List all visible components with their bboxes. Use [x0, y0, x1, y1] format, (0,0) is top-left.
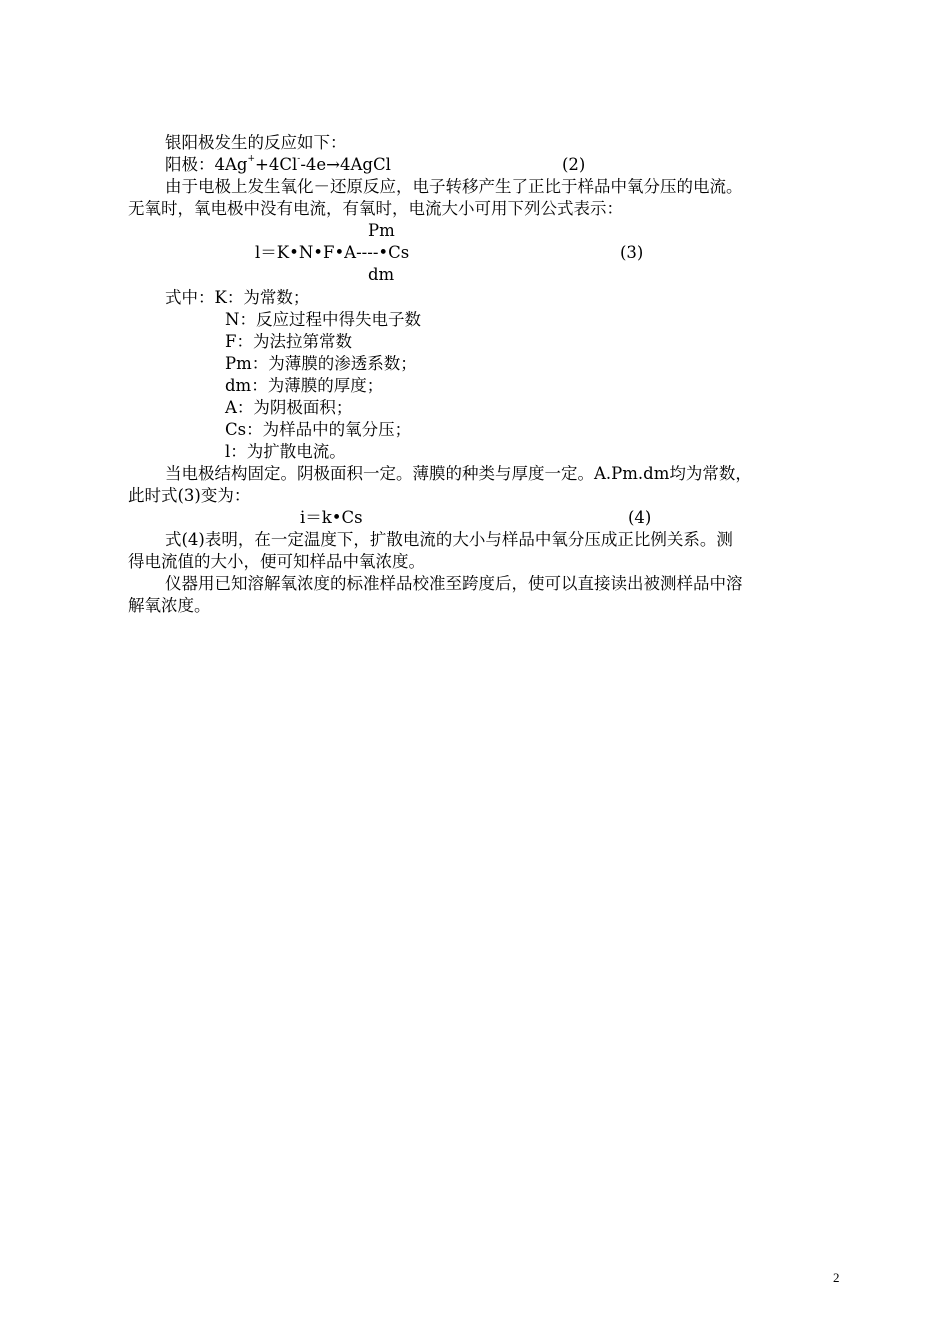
paragraph-3-line-1: 式(4)表明，在一定温度下，扩散电流的大小与样品中氧分压成正比例关系。测	[165, 530, 733, 549]
formula-3-main: l＝K•N•F•A----•Cs	[255, 243, 410, 262]
definition-f: F：为法拉第常数	[225, 332, 352, 351]
equation-number-4: (4)	[628, 508, 652, 527]
paragraph-2-line-2: 此时式(3)变为：	[128, 486, 251, 505]
formula-3-numerator: Pm	[368, 221, 395, 240]
definition-pm: Pm：为薄膜的渗透系数；	[225, 354, 417, 373]
ag-charge-superscript: +	[247, 154, 256, 164]
equation-number-3: (3)	[620, 243, 644, 262]
paragraph-4-line-1: 仪器用已知溶解氧浓度的标准样品校准至跨度后，使可以直接读出被测样品中溶	[165, 574, 743, 593]
equation-number-2: (2)	[562, 155, 586, 174]
anode-equation-part1: 阳极：4Ag	[165, 155, 248, 174]
definition-dm: dm：为薄膜的厚度；	[225, 376, 384, 395]
page-number: 2	[833, 1270, 840, 1285]
anode-reaction-equation	[165, 154, 391, 176]
paragraph-4-line-2: 解氧浓度。	[128, 596, 211, 615]
formula-4: i＝k•Cs	[300, 508, 363, 527]
cl-charge-superscript: -	[297, 154, 301, 164]
paragraph-1-line-1: 由于电极上发生氧化－还原反应，电子转移产生了正比于样品中氧分压的电流。	[165, 177, 743, 196]
formula-3-denominator: dm	[368, 265, 395, 284]
definition-a: A：为阴极面积；	[225, 398, 353, 417]
anode-equation-part3: -4e→4AgCl	[300, 155, 391, 174]
reaction-intro-line: 银阳极发生的反应如下：	[165, 133, 347, 152]
definition-cs: Cs：为样品中的氧分压；	[225, 420, 412, 439]
definition-n: N：反应过程中得失电子数	[225, 310, 421, 329]
anode-equation-part2: +4Cl	[255, 155, 298, 174]
paragraph-3-line-2: 得电流值的大小，便可知样品中氧浓度。	[128, 552, 425, 571]
definition-k: 式中：K：为常数；	[165, 288, 310, 307]
paragraph-2-line-1: 当电极结构固定。阴极面积一定。薄膜的种类与厚度一定。A.Pm.dm均为常数，	[165, 464, 752, 483]
definition-l: l：为扩散电流。	[225, 442, 346, 461]
paragraph-1-line-2: 无氧时，氧电极中没有电流，有氧时，电流大小可用下列公式表示：	[128, 199, 623, 218]
